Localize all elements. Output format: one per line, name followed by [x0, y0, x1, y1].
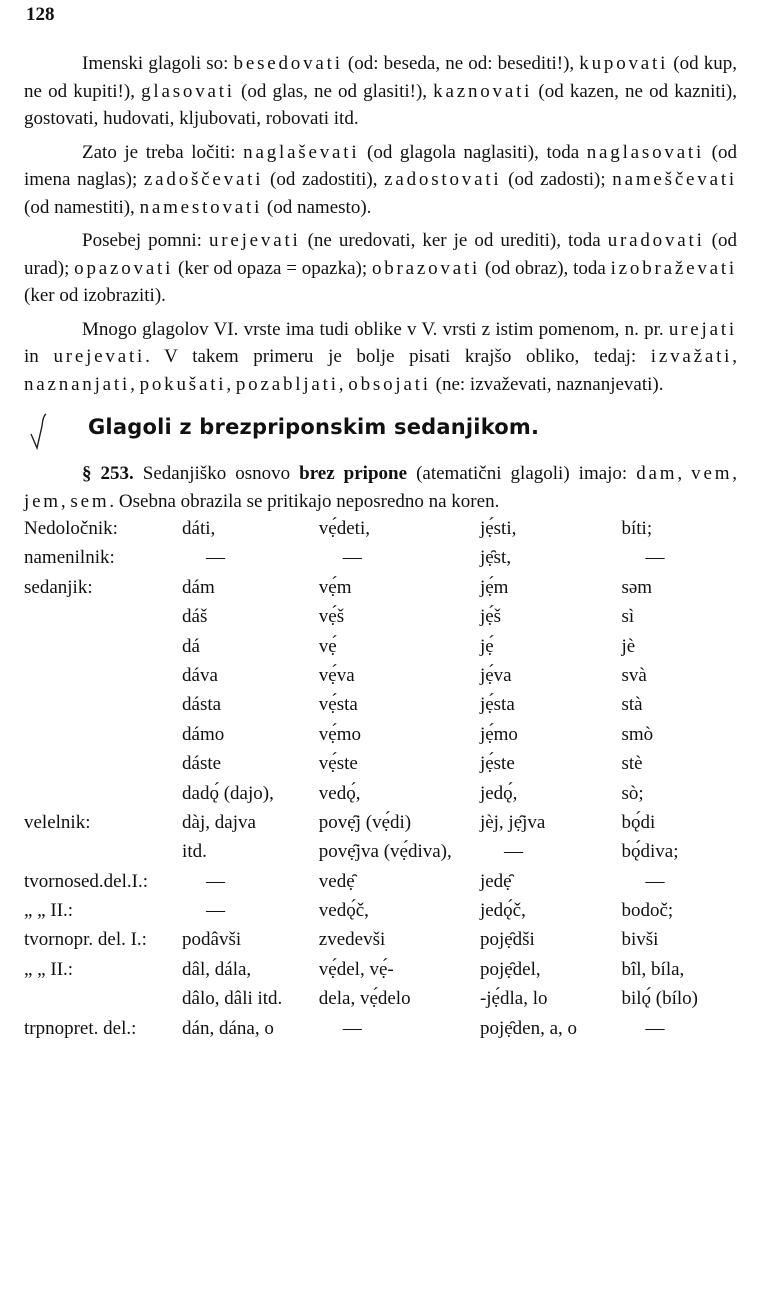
table-cell: — — [503, 841, 523, 863]
text-run: (od glagola naglasiti), toda — [359, 141, 587, 163]
table-row — [24, 603, 737, 632]
text-run: , — [677, 463, 692, 484]
text-run: , — [732, 463, 738, 484]
table-cell: -jẹ́dla, lo — [479, 988, 548, 1010]
text-run: , — [130, 373, 140, 395]
spaced-word: uradovati — [607, 230, 705, 251]
table-row — [24, 721, 737, 750]
table-row — [24, 544, 737, 573]
table-cell: jẹ́š — [479, 606, 502, 628]
page-number: 128 — [26, 4, 55, 25]
paragraph-3 — [24, 227, 737, 310]
table-cell: vẹ́m — [318, 576, 352, 598]
table-row — [24, 574, 737, 603]
table-cell: — — [645, 1017, 665, 1039]
page-body — [24, 50, 737, 1044]
row-label — [24, 838, 182, 867]
table-row — [24, 897, 737, 926]
table-cell: — — [206, 900, 226, 922]
table-cell: vẹ́sta — [318, 694, 358, 716]
row-label: namenilnik: — [24, 547, 115, 569]
table-cell: stà — [621, 694, 643, 716]
table-cell: vẹ́deti, — [318, 518, 370, 539]
table-cell: bǫ́diva; — [621, 841, 679, 863]
table-cell: jẹ́m — [479, 576, 509, 598]
text-run: Mnogo glagolov VI. vrste ima tudi oblike v V. vrsti z istim pomenom, n. pr. — [82, 318, 669, 340]
table-cell: svà — [621, 664, 647, 686]
table-cell: vẹ́va — [318, 664, 355, 686]
spaced-word: besedovati — [233, 53, 343, 74]
spaced-word: zadostovati — [384, 169, 502, 190]
table-cell: vedǫ́, — [318, 782, 361, 804]
table-cell: dámo — [182, 723, 225, 745]
text-run: brez pripone — [299, 463, 408, 484]
table-cell: jedǫ́č, — [479, 900, 526, 922]
table-cell: vẹ́ste — [318, 753, 358, 775]
table-row — [24, 1015, 737, 1044]
text-run: (od obraz), toda — [480, 257, 611, 279]
table-cell: dáš — [182, 606, 208, 628]
spaced-word: izobraževati — [610, 257, 738, 279]
table-cell: jèj, jẹ̑jva — [479, 811, 546, 833]
table-row — [24, 750, 737, 779]
table-cell: stè — [621, 753, 643, 775]
table-row — [24, 691, 737, 720]
table-row — [24, 868, 737, 897]
conjugation-table — [24, 515, 737, 1044]
text-run: in — [24, 346, 54, 367]
row-label — [24, 603, 182, 632]
spaced-word: naglasovati — [586, 141, 705, 163]
table-cell: dâlo, dâli itd. — [182, 988, 283, 1010]
text-run: (od urad); — [24, 230, 737, 279]
text-run: (od imena naglas); — [24, 141, 738, 190]
table-cell: dáva — [182, 664, 218, 686]
text-run: , — [338, 373, 349, 395]
handwritten-check-mark-icon — [28, 408, 50, 456]
paragraph-253 — [24, 460, 737, 515]
table-cell: — — [342, 547, 362, 569]
spaced-word: naglaševati — [243, 141, 360, 163]
spaced-word: pokušati — [139, 373, 227, 395]
text-run: (od namestiti), — [24, 196, 140, 218]
spaced-word: vem — [691, 463, 733, 484]
table-row — [24, 809, 737, 838]
table-cell: dáste — [182, 753, 222, 775]
spaced-word: namestovati — [139, 196, 263, 218]
table-cell: jẹ́ — [479, 635, 494, 657]
text-run: (atematični glagoli) imajo: — [407, 463, 637, 484]
text-run: . Osebna obrazila se pritikajo neposredno na koren. — [109, 490, 500, 512]
text-run: Posebej pomni: — [82, 230, 209, 251]
row-label — [24, 750, 182, 779]
spaced-word: obsojati — [348, 373, 431, 395]
text-run: Sedanjiško osnovo — [133, 463, 300, 484]
table-cell: dásta — [182, 694, 222, 716]
table-cell: jè — [621, 635, 636, 657]
paragraph-1 — [24, 50, 737, 133]
section-heading: Glagoli z brezpriponskim sedanjikom. — [88, 415, 540, 439]
table-cell: jedǫ́, — [479, 782, 518, 804]
table-row — [24, 926, 737, 955]
table-cell: vẹ́mo — [318, 723, 362, 745]
text-run: (od kup, ne od kupiti!), — [24, 53, 738, 102]
text-run: (ker od opaza = opazka); — [173, 257, 372, 279]
text-run: (ker od izobraziti). — [24, 285, 166, 306]
text-run: (od: beseda, ne od: besediti!), — [342, 53, 580, 74]
row-label: „ „ II.: — [24, 958, 74, 980]
spaced-word: jem — [24, 490, 61, 512]
table-cell: dadǫ́ (dajo), — [182, 782, 274, 804]
table-cell: bivši — [621, 929, 659, 951]
spaced-word: urejevati — [208, 230, 301, 251]
row-label: velelnik: — [24, 811, 91, 833]
table-cell: dela, vẹ́delo — [318, 988, 411, 1010]
row-label: sedanjik: — [24, 576, 93, 598]
row-label — [24, 985, 182, 1014]
table-cell: jẹ́sti, — [479, 518, 517, 539]
table-cell: dâl, dála, — [182, 958, 252, 980]
spaced-word: izvažati — [650, 346, 733, 367]
table-cell: smò — [621, 723, 654, 745]
row-label: tvornopr. del. I.: — [24, 929, 147, 951]
row-label: tvornosed.del.I.: — [24, 870, 149, 892]
text-run: Imenski glagoli so: — [82, 53, 234, 74]
row-label — [24, 780, 182, 809]
table-cell: bilǫ́ (bílo) — [621, 988, 699, 1010]
table-cell: — — [206, 870, 226, 892]
table-row — [24, 662, 737, 691]
text-run: (od zadosti); — [501, 169, 613, 190]
table-cell: — — [645, 547, 665, 569]
spaced-word: urejevati — [53, 346, 146, 367]
table-cell: jẹ́va — [479, 664, 512, 686]
table-cell: — — [206, 547, 226, 569]
text-run: (od zadostiti), — [263, 169, 385, 190]
table-cell: bíti; — [621, 518, 653, 539]
text-run: § 253. — [82, 463, 134, 484]
table-cell: jẹ́mo — [479, 723, 518, 745]
table-cell: — — [342, 1017, 362, 1039]
table-cell: pojẹ̑del, — [479, 958, 541, 980]
table-row — [24, 633, 737, 662]
table-cell: zvedevši — [318, 929, 386, 951]
table-cell: itd. — [182, 841, 207, 863]
row-label: trpnopret. del.: — [24, 1017, 137, 1039]
spaced-word: sem — [70, 490, 110, 512]
row-label: Nedoločnik: — [24, 518, 118, 539]
table-cell: vẹ́del, vẹ́- — [318, 958, 394, 980]
table-cell: vẹ́ — [318, 635, 337, 657]
spaced-word: obrazovati — [371, 257, 481, 279]
text-run: , — [732, 346, 737, 367]
table-row — [24, 956, 737, 985]
row-label: „ „ II.: — [24, 900, 74, 922]
table-row — [24, 985, 737, 1014]
table-cell: dám — [182, 576, 215, 598]
row-label — [24, 691, 182, 720]
table-row — [24, 515, 737, 544]
text-run: , — [226, 373, 236, 395]
text-run: (od namesto). — [262, 196, 372, 218]
spaced-word: zadoščevati — [143, 169, 264, 190]
table-cell: pojẹ̑den, a, o — [479, 1017, 578, 1039]
table-cell: povẹ̑jva (vẹ́diva), — [318, 841, 452, 863]
table-cell: bǫ́di — [621, 811, 656, 833]
spaced-word: opazovati — [74, 257, 174, 279]
spaced-word: kaznovati — [433, 80, 533, 102]
table-cell: vedẹ̑ — [318, 870, 355, 892]
table-cell: jẹ̑st, — [479, 547, 512, 569]
spaced-word: pozabljati — [235, 373, 339, 395]
table-cell: dàj, dajva — [182, 811, 256, 833]
text-run: Zato je treba ločiti: — [82, 141, 244, 163]
table-row — [24, 780, 737, 809]
spaced-word: nameščevati — [612, 169, 737, 190]
spaced-word: dam — [636, 463, 678, 484]
table-cell: bodoč; — [621, 900, 674, 922]
row-label — [24, 662, 182, 691]
text-run: (ne: izvaževati, naznanjevati). — [430, 373, 664, 395]
spaced-word: kupovati — [579, 53, 669, 74]
table-cell: səm — [621, 576, 653, 598]
table-row — [24, 838, 737, 867]
table-cell: podâvši — [182, 929, 242, 951]
row-label — [24, 721, 182, 750]
text-run: , — [60, 490, 71, 512]
paragraph-2 — [24, 139, 737, 222]
table-cell: dán, dána, o — [182, 1017, 274, 1039]
table-cell: jẹ́sta — [479, 694, 515, 716]
section-heading-row — [24, 404, 737, 456]
spaced-word: glasovati — [141, 80, 235, 102]
table-cell: dáti, — [182, 518, 216, 539]
table-cell: sì — [621, 606, 635, 628]
table-cell: — — [645, 870, 665, 892]
text-run: (od glas, ne od glasiti!), — [234, 80, 434, 102]
paragraph-4 — [24, 316, 737, 399]
table-cell: vẹ́š — [318, 606, 345, 628]
table-cell: jedẹ̑ — [479, 870, 512, 892]
text-run: (ne uredovati, ker je od urediti), toda — [300, 230, 608, 251]
spaced-word: urejati — [668, 318, 737, 340]
table-cell: vedǫ́č, — [318, 900, 369, 922]
table-cell: bîl, bíla, — [621, 958, 685, 980]
text-run: (od kazen, ne od kazniti), gostovati, hudovati, kljubovati, robovati itd. — [24, 80, 737, 129]
row-label — [24, 633, 182, 662]
text-run: . V takem primeru je bolje pisati krajšo obliko, tedaj: — [145, 346, 651, 367]
table-cell: povẹ̑j (vẹ́di) — [318, 811, 412, 833]
table-cell: dá — [182, 635, 200, 657]
table-cell: jẹ́ste — [479, 753, 515, 775]
section-253-block — [24, 460, 737, 515]
spaced-word: naznanjati — [24, 373, 131, 395]
table-cell: pojẹ̑dši — [479, 929, 535, 951]
table-cell: sò; — [621, 782, 644, 804]
